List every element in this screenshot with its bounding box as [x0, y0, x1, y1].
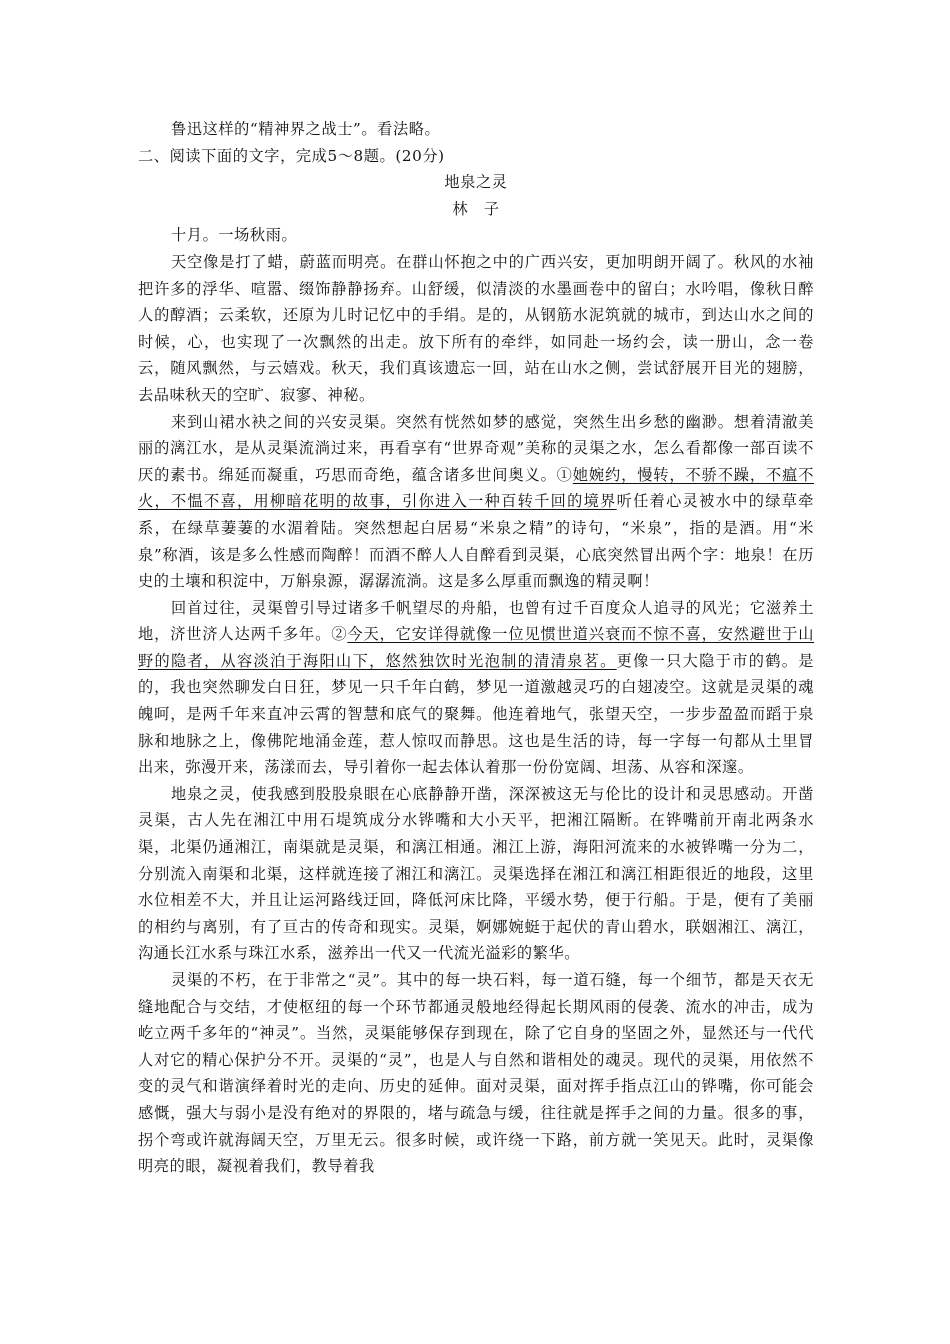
paragraph-4 [138, 595, 814, 781]
paragraph-3 [138, 409, 814, 595]
section-heading: 二、阅读下面的文字，完成5～8题。(20分) [138, 146, 445, 165]
paragraph-5: 地泉之灵，使我感到股股泉眼在心底静静开凿，深深被这无与伦比的设计和灵思感动。开凿灵渠，古人先在湘江中用石堤筑成分水铧嘴和大小天平，把湘江隔断。在铧嘴前开南北两条水渠，北渠仍通湘江，南渠就是灵渠，和漓江相通。湘江上游，海阳河流来的水被铧嘴一分为二，分别流入南渠和北渠，这样就连接了湘江和漓江。灵渠选择在湘江和漓江相距很近的地段，这里水位相差不大，并且让运河路线迂回，降低河床比降，平缓水势，便于行船。于是，便有了美丽的相约与离别，有了亘古的传奇和现实。灵渠，婀娜婉蜓于起伏的青山碧水，联姻湘江、漓江，沟通长江水系与珠江水系，滋养出一代又一代流光溢彩的繁华。 [138, 784, 814, 963]
underlined-sentence-1: 她婉约，慢转，不骄不躁，不瘟不火，不愠不喜，用柳暗花明的故事，引你进入一种百转千回的境界 [138, 465, 815, 511]
paragraph-4-text-b: 更像一只大隐于市的鹤。是的，我也突然聊发白日狂，梦见一只千年白鹤，梦见一道激越灵巧的白翅凌空。这就是灵渠的魂魄呵，是两千年来直冲云霄的智慧和底气的聚舞。他连着地气，张望天空，一步步盈盈而蹈于泉脉和地脉之上，像佛陀地涌金莲，惹人惊叹而静思。这也是生活的诗，每一字每一句都从土里冒出来，弥漫开来，荡漾而去，导引着你一起去体认着那一份份宽阔、坦荡、从容和深邃。 [138, 651, 814, 777]
carryover-line: 鲁迅这样的“精神界之战士”。看法略。 [171, 120, 441, 138]
document-page [138, 116, 814, 1180]
paragraph-6: 灵渠的不朽，在于非常之“灵”。其中的每一块石料，每一道石缝，每一个细节，都是天衣无缝地配合与交结，才使枢纽的每一个环节都通灵般地经得起长期风雨的侵袭、流水的冲击，成为屹立两千多年的“神灵”。当然，灵渠能够保存到现在，除了它自身的坚固之外，显然还与一代代人对它的精心保护分不开。灵渠的“灵”，也是人与自然和谐相处的魂灵。现代的灵渠，用依然不变的灵气和谐演绎着时光的走向、历史的延伸。面对灵渠，面对挥手指点江山的铧嘴，你可能会感慨，强大与弱小是没有绝对的界限的，堵与疏急与缓，往往就是挥手之间的力量。很多的事，拐个弯或许就海阔天空，万里无云。很多时候，或许绕一下路，前方就一笑见天。此时，灵渠像明亮的眼，凝视着我们，教导着我 [138, 971, 814, 1176]
paragraph-2: 天空像是打了蜡，蔚蓝而明亮。在群山怀抱之中的广西兴安，更加明朗开阔了。秋风的水袖把许多的浮华、喧嚣、缀饰静静扬弃。山舒缓，似清淡的水墨画卷中的留白；水吟唱，像秋日醉人的醇酒；云柔软，还原为儿时记忆中的手绢。是的，从钢筋水泥筑就的城市，到达山水之间的时候，心，也实现了一次飘然的出走。放下所有的牵绊，如同赴一场约会，读一册山，念一卷云，随风飘然，与云嬉戏。秋天，我们真该遗忘一回，站在山水之侧，尝试舒展开目光的翅膀，去品味秋天的空旷、寂寥、神秘。 [138, 252, 814, 404]
underlined-sentence-2: 今天，它安详得就像一位见惯世道兴衰而不惊不喜，安然避世于山野的隐者，从容淡泊于海阳山下，悠然独饮时光泡制的清清泉茗。 [138, 625, 814, 670]
paragraph-3-text-b: 听任着心灵被水中的绿草牵系，在绿草萋萋的水湄着陆。突然想起白居易“米泉之精”的诗句，“米泉”，指的是酒。用“米泉”称酒，该是多么性感而陶醉！而酒不醉人人自醉看到灵渠，心底突然冒出两个字：地泉！在历史的土壤和积淀中，万斛泉源，潺潺流淌。这是多么厚重而飘逸的精灵啊！ [138, 492, 814, 591]
essay-author: 林 子 [452, 199, 500, 218]
essay-title: 地泉之灵 [444, 173, 508, 192]
paragraph-1: 十月。一场秋雨。 [171, 226, 298, 245]
paragraph-4-text-a: 回首过往，灵渠曾引导过诸多千帆望尽的舟船，也曾有过千百度众人追寻的风光；它滋养土地，济世济人达两千多年。② [138, 598, 814, 644]
paragraph-3-text-a: 来到山裙水袂之间的兴安灵渠。突然有恍然如梦的感觉，突然生出乡愁的幽渺。想着清澈美丽的漓江水，是从灵渠流淌过来，再看享有“世界奇观”美称的灵渠之水，怎么看都像一部百读不厌的素书。绵延而凝重，巧思而奇绝，蕴含诸多世间奥义。① [138, 412, 814, 484]
